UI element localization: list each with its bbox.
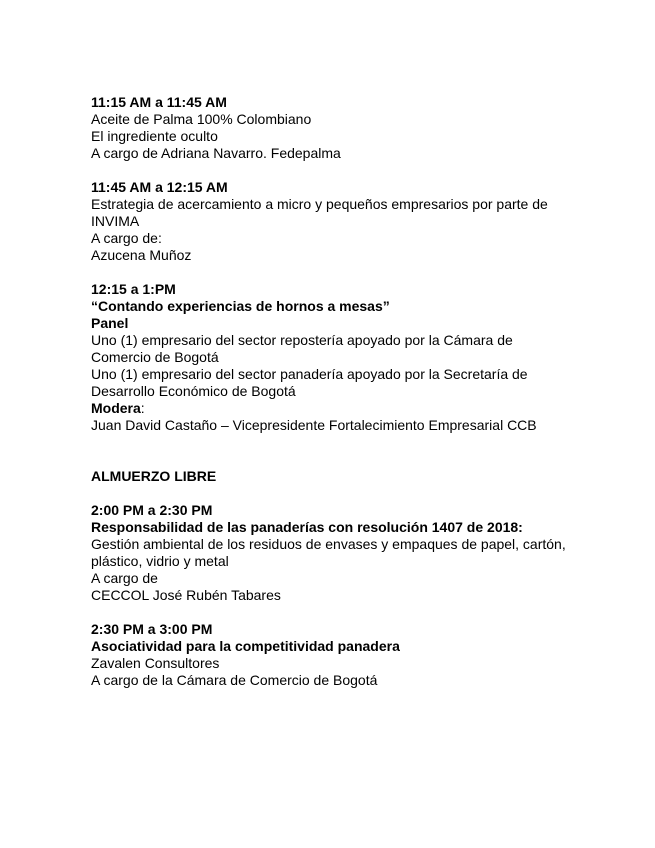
session-line: El ingrediente oculto [91, 128, 218, 144]
session-time: 11:15 AM a 11:45 AM [91, 94, 227, 110]
moderator-label: Modera [91, 400, 141, 416]
session-title: Responsabilidad de las panaderías con resolución 1407 de 2018: [91, 519, 523, 535]
session-title: Asociatividad para la competitividad panadera [91, 638, 400, 654]
session-speaker: A cargo de Adriana Navarro. Fedepalma [91, 145, 341, 161]
session-line: Aceite de Palma 100% Colombiano [91, 111, 312, 127]
lunch-heading: ALMUERZO LIBRE [91, 468, 217, 484]
session-time: 11:45 AM a 12:15 AM [91, 179, 228, 195]
moderator-colon: : [140, 400, 145, 416]
session-title: “Contando experiencias de hornos a mesas” [91, 298, 390, 314]
lunch-break [91, 468, 571, 485]
session-time: 2:30 PM a 3:00 PM [91, 621, 213, 637]
panel-member: Uno (1) empresario del sector repostería apoyado por la Cámara de Comercio de Bogotá [91, 332, 513, 365]
agenda-document [91, 94, 571, 689]
session-speaker: A cargo de la Cámara de Comercio de Bogotá [91, 672, 378, 688]
session-line: Estrategia de acercamiento a micro y pequeños empresarios por parte de INVIMA [91, 196, 548, 229]
session-speaker: CECCOL José Rubén Tabares [91, 587, 281, 603]
agenda-block-1430 [91, 621, 571, 689]
agenda-block-1145 [91, 179, 571, 264]
session-line: A cargo de [91, 570, 158, 586]
session-time: 12:15 a 1:PM [91, 281, 176, 297]
panel-member: Uno (1) empresario del sector panadería apoyado por la Secretaría de Desarrollo Económico de Bogotá [91, 366, 528, 399]
moderator-name: Juan David Castaño – Vicepresidente Fortalecimiento Empresarial CCB [91, 417, 537, 433]
session-speaker: Azucena Muñoz [91, 247, 192, 263]
session-line: Zavalen Consultores [91, 655, 220, 671]
agenda-block-1115 [91, 94, 571, 162]
session-line: A cargo de: [91, 230, 162, 246]
agenda-block-1400 [91, 502, 571, 604]
session-line: Gestión ambiental de los residuos de envases y empaques de papel, cartón, plástico, vidrio y metal [91, 536, 566, 569]
agenda-block-1215 [91, 281, 571, 434]
panel-label: Panel [91, 315, 129, 331]
session-time: 2:00 PM a 2:30 PM [91, 502, 213, 518]
moderator-line [91, 400, 571, 417]
